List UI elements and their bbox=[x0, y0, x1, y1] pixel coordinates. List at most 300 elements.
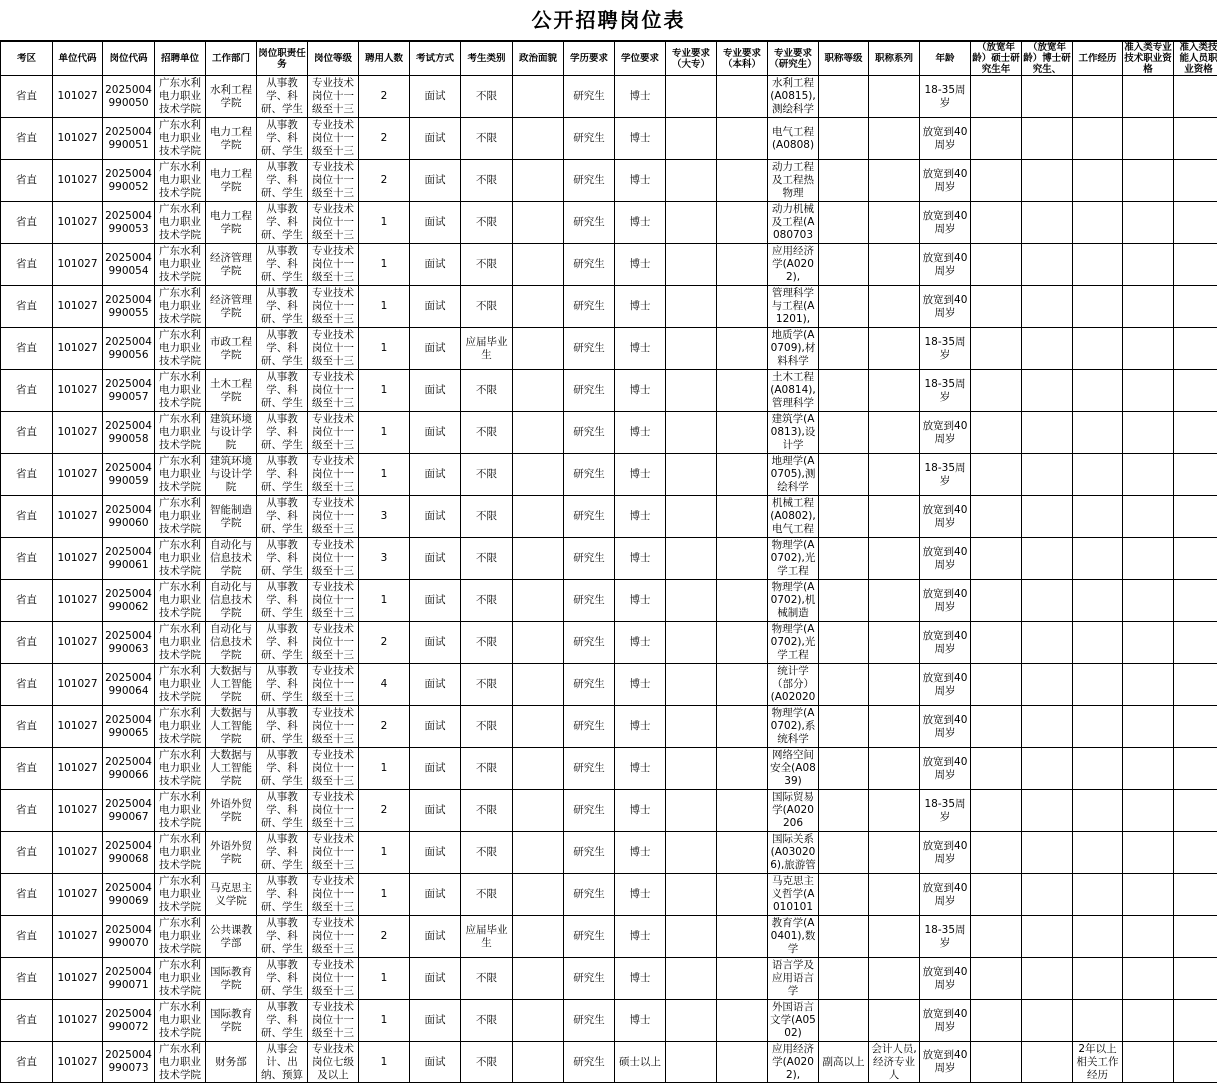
cell-text: 省直 bbox=[2, 930, 51, 943]
cell-text: 101027 bbox=[54, 174, 101, 187]
cell-text: 不限 bbox=[462, 216, 511, 229]
table-cell bbox=[257, 454, 308, 496]
column-header bbox=[920, 41, 971, 76]
table-row bbox=[1, 118, 1217, 160]
table-cell bbox=[920, 790, 971, 832]
cell-text: 2025004990051 bbox=[104, 126, 153, 152]
table-cell bbox=[920, 76, 971, 118]
cell-text: 专业技术岗位十一级至十三 bbox=[309, 1001, 357, 1040]
table-cell bbox=[1022, 370, 1073, 412]
table-cell bbox=[513, 160, 564, 202]
table-cell bbox=[103, 118, 155, 160]
cell-text: 不限 bbox=[462, 300, 511, 313]
table-cell bbox=[869, 916, 920, 958]
cell-text: 专业技术岗位十一级至十三 bbox=[309, 161, 357, 200]
cell-text: 2 bbox=[360, 720, 408, 733]
table-cell bbox=[155, 370, 206, 412]
table-cell bbox=[103, 622, 155, 664]
cell-text: 专业技术岗位十一级至十三 bbox=[309, 497, 357, 536]
cell-text: 从事教学、科研、学生 bbox=[258, 791, 306, 830]
cell-text: 101027 bbox=[54, 678, 101, 691]
column-header-label: 考区 bbox=[2, 53, 51, 64]
table-cell bbox=[155, 496, 206, 538]
table-cell bbox=[1, 286, 53, 328]
table-cell bbox=[869, 538, 920, 580]
table-cell bbox=[155, 1000, 206, 1042]
cell-text: 2025004990053 bbox=[104, 210, 153, 236]
table-cell bbox=[1174, 244, 1217, 286]
table-cell bbox=[564, 496, 615, 538]
table-row bbox=[1, 790, 1217, 832]
table-cell bbox=[819, 958, 869, 1000]
cell-text: 动力机械及工程(A080703 bbox=[769, 203, 817, 242]
column-header-label: 年龄 bbox=[921, 53, 969, 64]
table-cell bbox=[615, 328, 666, 370]
table-row bbox=[1, 706, 1217, 748]
cell-text: 博士 bbox=[616, 1014, 664, 1027]
table-cell bbox=[1123, 748, 1174, 790]
cell-text: 研究生 bbox=[565, 300, 613, 313]
table-cell bbox=[206, 538, 257, 580]
table-cell bbox=[513, 496, 564, 538]
cell-text: 博士 bbox=[616, 972, 664, 985]
cell-text: 外国语言文学(A0502) bbox=[769, 1001, 817, 1040]
table-cell bbox=[1073, 454, 1123, 496]
table-cell bbox=[103, 916, 155, 958]
cell-text: 不限 bbox=[462, 1056, 511, 1069]
table-cell bbox=[1123, 202, 1174, 244]
cell-text: 广东水利电力职业技术学院 bbox=[156, 707, 204, 746]
table-cell bbox=[971, 874, 1022, 916]
cell-text: 18-35周岁 bbox=[921, 336, 969, 362]
cell-text: 从事教学、科研、学生 bbox=[258, 581, 306, 620]
cell-text: 面试 bbox=[411, 384, 459, 397]
cell-text: 电力工程学院 bbox=[207, 126, 255, 152]
table-cell bbox=[53, 286, 103, 328]
table-cell bbox=[1073, 370, 1123, 412]
table-cell bbox=[1073, 118, 1123, 160]
cell-text: 专业技术岗位十一级至十三 bbox=[309, 707, 357, 746]
table-cell bbox=[1174, 160, 1217, 202]
cell-text: 放宽到40周岁 bbox=[921, 588, 969, 614]
table-cell bbox=[615, 286, 666, 328]
column-header bbox=[869, 41, 920, 76]
table-cell bbox=[461, 160, 513, 202]
table-cell bbox=[920, 538, 971, 580]
table-cell bbox=[920, 580, 971, 622]
cell-text: 自动化与信息技术学院 bbox=[207, 539, 255, 578]
cell-text: 2 bbox=[360, 90, 408, 103]
table-cell bbox=[615, 958, 666, 1000]
table-cell bbox=[717, 832, 768, 874]
table-cell bbox=[461, 916, 513, 958]
table-cell bbox=[155, 160, 206, 202]
cell-text: 101027 bbox=[54, 258, 101, 271]
table-cell bbox=[308, 958, 359, 1000]
table-cell bbox=[410, 748, 461, 790]
cell-text: 从事教学、科研、学生 bbox=[258, 917, 306, 956]
table-cell bbox=[819, 874, 869, 916]
cell-text: 2025004990063 bbox=[104, 630, 153, 656]
table-cell bbox=[971, 664, 1022, 706]
cell-text: 2 bbox=[360, 174, 408, 187]
table-cell bbox=[155, 412, 206, 454]
cell-text: 国际关系(A030206),旅游管 bbox=[769, 833, 817, 872]
table-cell bbox=[819, 370, 869, 412]
column-header-label: 招聘单位 bbox=[156, 53, 204, 64]
cell-text: 博士 bbox=[616, 930, 664, 943]
table-row bbox=[1, 916, 1217, 958]
table-cell bbox=[819, 496, 869, 538]
table-cell bbox=[717, 958, 768, 1000]
table-row bbox=[1, 1000, 1217, 1042]
table-cell bbox=[103, 664, 155, 706]
table-cell bbox=[971, 202, 1022, 244]
table-cell bbox=[206, 748, 257, 790]
table-cell bbox=[257, 118, 308, 160]
table-cell bbox=[53, 832, 103, 874]
table-cell bbox=[1022, 790, 1073, 832]
column-header bbox=[359, 41, 410, 76]
table-cell bbox=[717, 916, 768, 958]
table-cell bbox=[359, 370, 410, 412]
cell-text: 马克思主义哲学(A010101 bbox=[769, 875, 817, 914]
table-cell bbox=[869, 76, 920, 118]
cell-text: 建筑环境与设计学院 bbox=[207, 413, 255, 452]
table-cell bbox=[410, 958, 461, 1000]
table-cell bbox=[717, 790, 768, 832]
table-cell bbox=[103, 76, 155, 118]
table-cell bbox=[920, 202, 971, 244]
table-cell bbox=[308, 916, 359, 958]
cell-text: 1 bbox=[360, 888, 408, 901]
cell-text: 1 bbox=[360, 1056, 408, 1069]
cell-text: 2025004990062 bbox=[104, 588, 153, 614]
cell-text: 101027 bbox=[54, 342, 101, 355]
table-cell bbox=[1174, 328, 1217, 370]
table-cell bbox=[869, 1000, 920, 1042]
table-cell bbox=[103, 790, 155, 832]
table-cell bbox=[819, 76, 869, 118]
cell-text: 从事教学、科研、学生 bbox=[258, 287, 306, 326]
table-cell bbox=[1, 664, 53, 706]
table-cell bbox=[461, 1000, 513, 1042]
table-cell bbox=[869, 790, 920, 832]
table-cell bbox=[410, 538, 461, 580]
table-cell bbox=[53, 76, 103, 118]
cell-text: 自动化与信息技术学院 bbox=[207, 581, 255, 620]
cell-text: 省直 bbox=[2, 1056, 51, 1069]
table-cell bbox=[359, 790, 410, 832]
cell-text: 会计人员,经济专业人 bbox=[870, 1043, 918, 1082]
table-cell bbox=[869, 286, 920, 328]
cell-text: 广东水利电力职业技术学院 bbox=[156, 371, 204, 410]
table-cell bbox=[155, 538, 206, 580]
table-cell bbox=[103, 286, 155, 328]
cell-text: 应届毕业生 bbox=[462, 336, 511, 362]
table-cell bbox=[1073, 832, 1123, 874]
cell-text: 省直 bbox=[2, 342, 51, 355]
cell-text: 外语外贸学院 bbox=[207, 798, 255, 824]
table-cell bbox=[103, 202, 155, 244]
cell-text: 面试 bbox=[411, 888, 459, 901]
table-cell bbox=[768, 958, 819, 1000]
table-cell bbox=[1, 202, 53, 244]
table-cell bbox=[768, 1042, 819, 1083]
table-cell bbox=[257, 622, 308, 664]
cell-text: 土木工程(A0814),管理科学 bbox=[769, 371, 817, 410]
table-cell bbox=[869, 622, 920, 664]
cell-text: 面试 bbox=[411, 468, 459, 481]
cell-text: 专业技术岗位十一级至十三 bbox=[309, 833, 357, 872]
cell-text: 101027 bbox=[54, 426, 101, 439]
table-cell bbox=[359, 286, 410, 328]
table-cell bbox=[155, 286, 206, 328]
table-cell bbox=[564, 874, 615, 916]
table-cell bbox=[1174, 496, 1217, 538]
table-cell bbox=[564, 412, 615, 454]
table-cell bbox=[206, 706, 257, 748]
table-cell bbox=[206, 202, 257, 244]
table-cell bbox=[257, 832, 308, 874]
cell-text: 省直 bbox=[2, 762, 51, 775]
table-cell bbox=[1174, 832, 1217, 874]
table-cell bbox=[513, 538, 564, 580]
table-cell bbox=[513, 202, 564, 244]
table-cell bbox=[1174, 118, 1217, 160]
table-cell bbox=[971, 160, 1022, 202]
table-cell bbox=[717, 118, 768, 160]
column-header-label: 岗位职责任务 bbox=[258, 48, 306, 70]
table-row bbox=[1, 286, 1217, 328]
column-header bbox=[717, 41, 768, 76]
cell-text: 101027 bbox=[54, 384, 101, 397]
table-cell bbox=[53, 202, 103, 244]
table-cell bbox=[257, 496, 308, 538]
table-cell bbox=[206, 454, 257, 496]
table-cell bbox=[1073, 748, 1123, 790]
table-cell bbox=[410, 622, 461, 664]
cell-text: 放宽到40周岁 bbox=[921, 210, 969, 236]
table-cell bbox=[1174, 202, 1217, 244]
cell-text: 水利工程(A0815),测绘科学 bbox=[769, 77, 817, 116]
table-cell bbox=[717, 370, 768, 412]
table-cell bbox=[717, 412, 768, 454]
cell-text: 101027 bbox=[54, 804, 101, 817]
table-cell bbox=[1022, 748, 1073, 790]
cell-text: 不限 bbox=[462, 720, 511, 733]
column-header-label: （放宽年龄）硕士研究生年 bbox=[972, 42, 1020, 75]
cell-text: 广东水利电力职业技术学院 bbox=[156, 833, 204, 872]
table-cell bbox=[410, 244, 461, 286]
table-cell bbox=[461, 538, 513, 580]
table-row bbox=[1, 958, 1217, 1000]
cell-text: 面试 bbox=[411, 1014, 459, 1027]
table-cell bbox=[920, 496, 971, 538]
cell-text: 不限 bbox=[462, 762, 511, 775]
cell-text: 不限 bbox=[462, 846, 511, 859]
cell-text: 电气工程(A0808) bbox=[769, 126, 817, 152]
cell-text: 面试 bbox=[411, 1056, 459, 1069]
table-cell bbox=[1174, 664, 1217, 706]
table-cell bbox=[359, 328, 410, 370]
cell-text: 电力工程学院 bbox=[207, 210, 255, 236]
table-cell bbox=[513, 76, 564, 118]
cell-text: 自动化与信息技术学院 bbox=[207, 623, 255, 662]
table-cell bbox=[971, 748, 1022, 790]
table-cell bbox=[461, 496, 513, 538]
cell-text: 2025004990061 bbox=[104, 546, 153, 572]
table-cell bbox=[564, 1000, 615, 1042]
table-cell bbox=[206, 412, 257, 454]
table-cell bbox=[53, 1042, 103, 1083]
table-cell bbox=[1174, 538, 1217, 580]
recruitment-table bbox=[0, 40, 1217, 1083]
cell-text: 市政工程学院 bbox=[207, 336, 255, 362]
table-cell bbox=[1022, 286, 1073, 328]
table-cell bbox=[920, 916, 971, 958]
table-cell bbox=[1174, 1000, 1217, 1042]
table-cell bbox=[1123, 286, 1174, 328]
table-cell bbox=[308, 370, 359, 412]
cell-text: 应用经济学(A0202), bbox=[769, 1043, 817, 1082]
table-cell bbox=[257, 244, 308, 286]
table-cell bbox=[1174, 580, 1217, 622]
table-cell bbox=[461, 202, 513, 244]
table-cell bbox=[768, 496, 819, 538]
table-cell bbox=[1, 622, 53, 664]
cell-text: 专业技术岗位七级及以上 bbox=[309, 1043, 357, 1082]
cell-text: 国际教育学院 bbox=[207, 966, 255, 992]
table-cell bbox=[615, 874, 666, 916]
cell-text: 博士 bbox=[616, 90, 664, 103]
table-cell bbox=[53, 370, 103, 412]
table-cell bbox=[666, 664, 717, 706]
table-cell bbox=[615, 496, 666, 538]
cell-text: 101027 bbox=[54, 552, 101, 565]
table-cell bbox=[410, 160, 461, 202]
table-cell bbox=[513, 1042, 564, 1083]
table-cell bbox=[1174, 286, 1217, 328]
table-cell bbox=[206, 76, 257, 118]
cell-text: 从事教学、科研、学生 bbox=[258, 833, 306, 872]
table-cell bbox=[461, 664, 513, 706]
table-cell bbox=[410, 76, 461, 118]
table-cell bbox=[257, 328, 308, 370]
column-header bbox=[1123, 41, 1174, 76]
cell-text: 放宽到40周岁 bbox=[921, 1008, 969, 1034]
cell-text: 1 bbox=[360, 594, 408, 607]
table-cell bbox=[53, 580, 103, 622]
table-row bbox=[1, 202, 1217, 244]
cell-text: 1 bbox=[360, 342, 408, 355]
cell-text: 省直 bbox=[2, 720, 51, 733]
table-cell bbox=[359, 538, 410, 580]
table-cell bbox=[103, 832, 155, 874]
table-cell bbox=[1123, 454, 1174, 496]
table-cell bbox=[103, 538, 155, 580]
table-cell bbox=[410, 580, 461, 622]
table-cell bbox=[920, 244, 971, 286]
table-cell bbox=[308, 454, 359, 496]
table-cell bbox=[1174, 370, 1217, 412]
table-cell bbox=[1022, 1042, 1073, 1083]
table-cell bbox=[308, 202, 359, 244]
cell-text: 专业技术岗位十一级至十三 bbox=[309, 371, 357, 410]
cell-text: 101027 bbox=[54, 762, 101, 775]
table-cell bbox=[53, 412, 103, 454]
table-cell bbox=[410, 328, 461, 370]
cell-text: 研究生 bbox=[565, 510, 613, 523]
table-cell bbox=[920, 958, 971, 1000]
column-header-label: 工作部门 bbox=[207, 53, 255, 64]
table-cell bbox=[206, 664, 257, 706]
page-title: 公开招聘岗位表 bbox=[0, 0, 1217, 40]
table-cell bbox=[1123, 76, 1174, 118]
cell-text: 语言学及应用语言学 bbox=[769, 959, 817, 998]
table-cell bbox=[920, 454, 971, 496]
table-cell bbox=[768, 202, 819, 244]
table-cell bbox=[971, 958, 1022, 1000]
table-cell bbox=[768, 244, 819, 286]
table-cell bbox=[257, 412, 308, 454]
table-cell bbox=[1073, 916, 1123, 958]
cell-text: 研究生 bbox=[565, 762, 613, 775]
table-cell bbox=[666, 328, 717, 370]
cell-text: 水利工程学院 bbox=[207, 84, 255, 110]
table-cell bbox=[1022, 1000, 1073, 1042]
table-cell bbox=[308, 286, 359, 328]
cell-text: 101027 bbox=[54, 468, 101, 481]
table-cell bbox=[206, 916, 257, 958]
cell-text: 广东水利电力职业技术学院 bbox=[156, 623, 204, 662]
table-cell bbox=[768, 916, 819, 958]
cell-text: 放宽到40周岁 bbox=[921, 1049, 969, 1075]
table-cell bbox=[666, 580, 717, 622]
table-cell bbox=[1123, 412, 1174, 454]
table-cell bbox=[1123, 622, 1174, 664]
table-cell bbox=[1174, 76, 1217, 118]
table-cell bbox=[155, 1042, 206, 1083]
table-cell bbox=[1123, 958, 1174, 1000]
table-cell bbox=[971, 412, 1022, 454]
table-cell bbox=[155, 244, 206, 286]
table-cell bbox=[53, 118, 103, 160]
cell-text: 101027 bbox=[54, 888, 101, 901]
cell-text: 放宽到40周岁 bbox=[921, 882, 969, 908]
table-cell bbox=[869, 328, 920, 370]
table-cell bbox=[461, 790, 513, 832]
table-cell bbox=[461, 76, 513, 118]
cell-text: 不限 bbox=[462, 258, 511, 271]
cell-text: 博士 bbox=[616, 384, 664, 397]
table-cell bbox=[615, 916, 666, 958]
table-cell bbox=[869, 958, 920, 1000]
cell-text: 专业技术岗位十一级至十三 bbox=[309, 791, 357, 830]
table-cell bbox=[359, 1042, 410, 1083]
cell-text: 1 bbox=[360, 258, 408, 271]
cell-text: 面试 bbox=[411, 132, 459, 145]
table-cell bbox=[819, 1042, 869, 1083]
cell-text: 省直 bbox=[2, 1014, 51, 1027]
table-cell bbox=[666, 748, 717, 790]
cell-text: 博士 bbox=[616, 804, 664, 817]
cell-text: 从事教学、科研、学生 bbox=[258, 245, 306, 284]
table-cell bbox=[53, 790, 103, 832]
table-cell bbox=[564, 286, 615, 328]
cell-text: 博士 bbox=[616, 678, 664, 691]
cell-text: 2025004990055 bbox=[104, 294, 153, 320]
